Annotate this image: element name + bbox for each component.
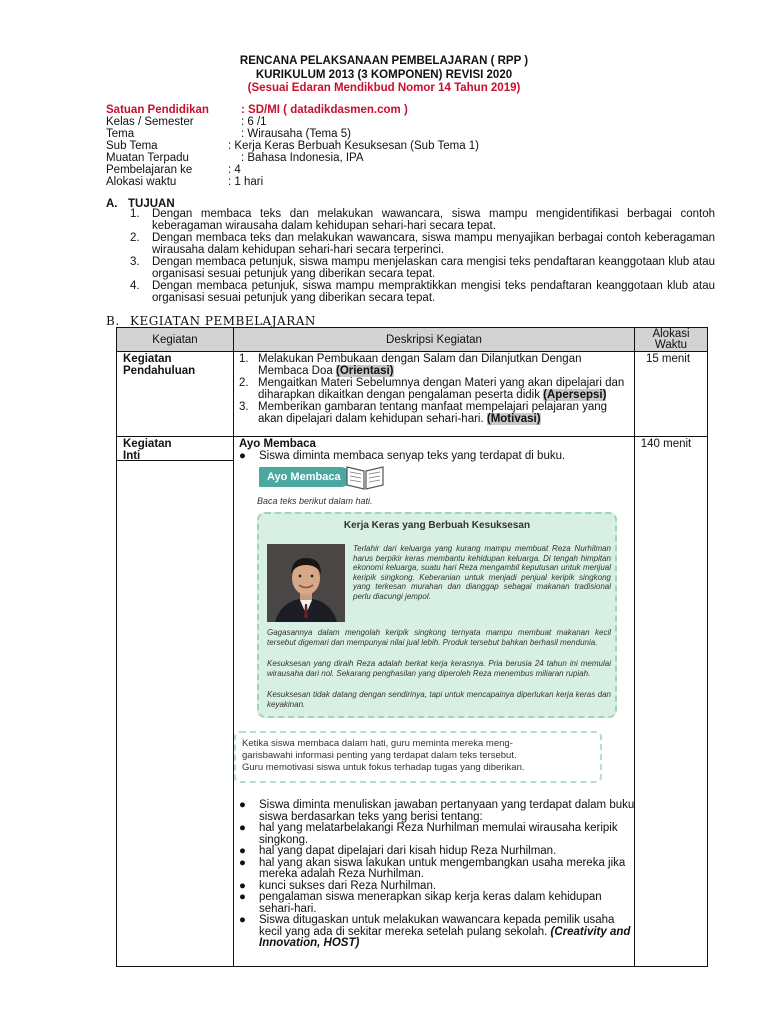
list-item: ● hal yang dapat dipelajari dari kisah hidup Reza Nurhilman. <box>239 845 557 857</box>
note-line: Guru memotivasi siswa untuk fokus terhadap tugas yang diberikan. <box>242 762 525 773</box>
list-item: ● hal yang akan siswa lakukan untuk mengembangkan usaha mereka jika mereka adalah Reza Nurhilman. <box>239 856 626 880</box>
list-item: 3. Memberikan gambaran tentang manfaat mempelajari pelajaran yang akan dipelajari dalam kehidupan sehari-hari. (Motivasi) <box>239 401 608 425</box>
column-divider <box>233 328 234 966</box>
list-item: 2. Mengaitkan Materi Sebelumnya dengan Materi yang akan dipelajari dan diharapkan dikaitkan dengan pengalaman peserta didik (Apersepsi) <box>239 377 625 401</box>
story-box <box>257 512 617 718</box>
list-item: ● hal yang melatarbelakangi Reza Nurhilman memulai wirausaha keripik singkong. <box>239 822 618 846</box>
kegiatan-inti-label: Kegiatan Inti <box>123 438 172 462</box>
list-item: 4. Dengan membaca petunjuk, siswa mampu mempraktikkan mengisi teks pendaftaran keanggotaan klub atau organisasi sesuai petunjuk yang diberikan secara tepat. <box>130 280 715 304</box>
intro-bullet-list <box>237 451 635 463</box>
list-item: 3. Dengan membaca petunjuk, siswa mampu menjelaskan cara mengisi teks pendaftaran keanggotaan klub atau organisasi sesuai petunjuk yang diberikan secara tepat. <box>130 256 715 280</box>
task-bullet-list <box>237 800 635 950</box>
row-divider <box>117 436 707 437</box>
identity-row: Alokasi waktu : 1 hari <box>106 176 264 188</box>
header-curriculum: KURIKULUM 2013 (3 KOMPONEN) REVISI 2020 <box>255 68 513 81</box>
identity-block <box>106 104 706 188</box>
list-item: 1. Dengan membaca teks dan melakukan wawancara, siswa mampu mengidentifikasi berbagai contoh keberagaman wirausaha dalam kehidupan sehari-hari secara tepat. <box>130 208 715 232</box>
list-item: ● Siswa ditugaskan untuk melakukan wawancara kepada pemilik usaha kecil yang ada di sekitar mereka setelah pulang sekolah. (Creativity and Innovation, HOST) <box>239 914 631 949</box>
header-kegiatan: Kegiatan <box>152 333 198 346</box>
inti-time: 140 menit <box>640 438 692 450</box>
story-paragraph: Gagasannya dalam mengolah keripik singkong ternyata mampu membuat makanan kecil tersebut digemari dan mempunyai nilai jual lebih. Produk tersebut bahkan berhasil mendunia. <box>267 628 611 647</box>
story-title: Kerja Keras yang Berbuah Kesuksesan <box>343 520 531 531</box>
header-title: RENCANA PELAKSANAAN PEMBELAJARAN ( RPP ) <box>239 55 529 67</box>
list-item: 2. Dengan membaca teks dan melakukan wawancara, siswa mampu menyajikan berbagai contoh keberagaman wirausaha dalam kehidupan sehari-hari secara terperinci. <box>130 232 715 256</box>
document-header <box>0 55 768 96</box>
list-item: ● Siswa diminta menuliskan jawaban pertanyaan yang terdapat dalam buku siswa berdasarkan teks yang berisi tentang: <box>239 799 635 823</box>
pendahuluan-time: 15 menit <box>645 353 691 365</box>
skill-tag: (Creativity and Innovation, HOST) <box>259 925 631 949</box>
note-line: garisbawahi informasi penting yang terdapat dalam teks tersebut. <box>242 750 517 761</box>
identity-row: Kelas / Semester : 6 /1 <box>106 116 267 128</box>
ayo-membaca-heading: Ayo Membaca <box>239 438 316 450</box>
story-paragraph: Terlahir dari keluarga yang kurang mampu membuat Reza Nurhilman harus berpikir keras membantu kehidupan keluarga. Di tengah himpitan ekonomi keluarga, suatu hari Reza mengambil keputusan untuk menjual keripik singkong. Keberanian untuk menjadi penjual keripik singkong yang terkesan murahan dan dianggap sebagai makanan tradisional perlu diacungi jempol. <box>353 544 611 601</box>
activities-table <box>116 327 708 967</box>
identity-row: Satuan Pendidikan : SD/MI ( datadikdasmen.com ) <box>106 104 408 116</box>
header-circular: (Sesuai Edaran Mendikbud Nomor 14 Tahun 2019) <box>247 82 521 94</box>
objectives-list <box>130 209 715 305</box>
note-line: Ketika siswa membaca dalam hati, guru meminta mereka meng- <box>242 738 513 749</box>
identity-row: Pembelajaran ke : 4 <box>106 164 241 176</box>
header-deskripsi: Deskripsi Kegiatan <box>386 333 482 346</box>
teacher-note <box>234 731 602 783</box>
identity-row: Sub Tema : Kerja Keras Berbuah Kesuksesan (Sub Tema 1) <box>106 140 480 152</box>
kegiatan-pendahuluan-label: Kegiatan Pendahuluan <box>123 353 196 377</box>
list-item: 1. Melakukan Pembukaan dengan Salam dan Dilanjutkan Dengan Membaca Doa (Orientasi) <box>239 353 582 377</box>
section-a-heading: A. TUJUAN <box>106 198 175 210</box>
story-paragraph: Kesuksesan tidak datang dengan sendirinya, tapi untuk mencapainya diperlukan kerja keras dan keyakinan. <box>267 690 611 709</box>
book-icon <box>343 461 387 491</box>
list-item: ● pengalaman siswa menerapkan sikap kerja keras dalam kehidupan sehari-hari. <box>239 891 602 915</box>
story-paragraph: Kesuksesan yang diraih Reza adalah berkat kerja kerasnya. Pria berusia 24 tahun ini memulai wirausaha dari nol. Sekarang penghasilan yang diperoleh Reza menembus miliaran rupiah. <box>267 659 611 678</box>
portrait-photo <box>267 544 345 622</box>
book-instruction: Baca teks berikut dalam hati. <box>257 496 373 506</box>
header-alokasi: Alokasi Waktu <box>652 328 690 351</box>
pendahuluan-list <box>239 353 629 425</box>
identity-row: Muatan Terpadu : Bahasa Indonesia, IPA <box>106 152 364 164</box>
identity-row: Tema : Wirausaha (Tema 5) <box>106 128 351 140</box>
list-item: ● Siswa diminta membaca senyap teks yang terdapat di buku. <box>239 450 566 462</box>
section-b-heading: B. KEGIATAN PEMBELAJARAN <box>106 314 316 328</box>
list-item: ● kunci sukses dari Reza Nurhilman. <box>239 879 437 892</box>
ayo-membaca-banner: Ayo Membaca <box>259 467 351 487</box>
